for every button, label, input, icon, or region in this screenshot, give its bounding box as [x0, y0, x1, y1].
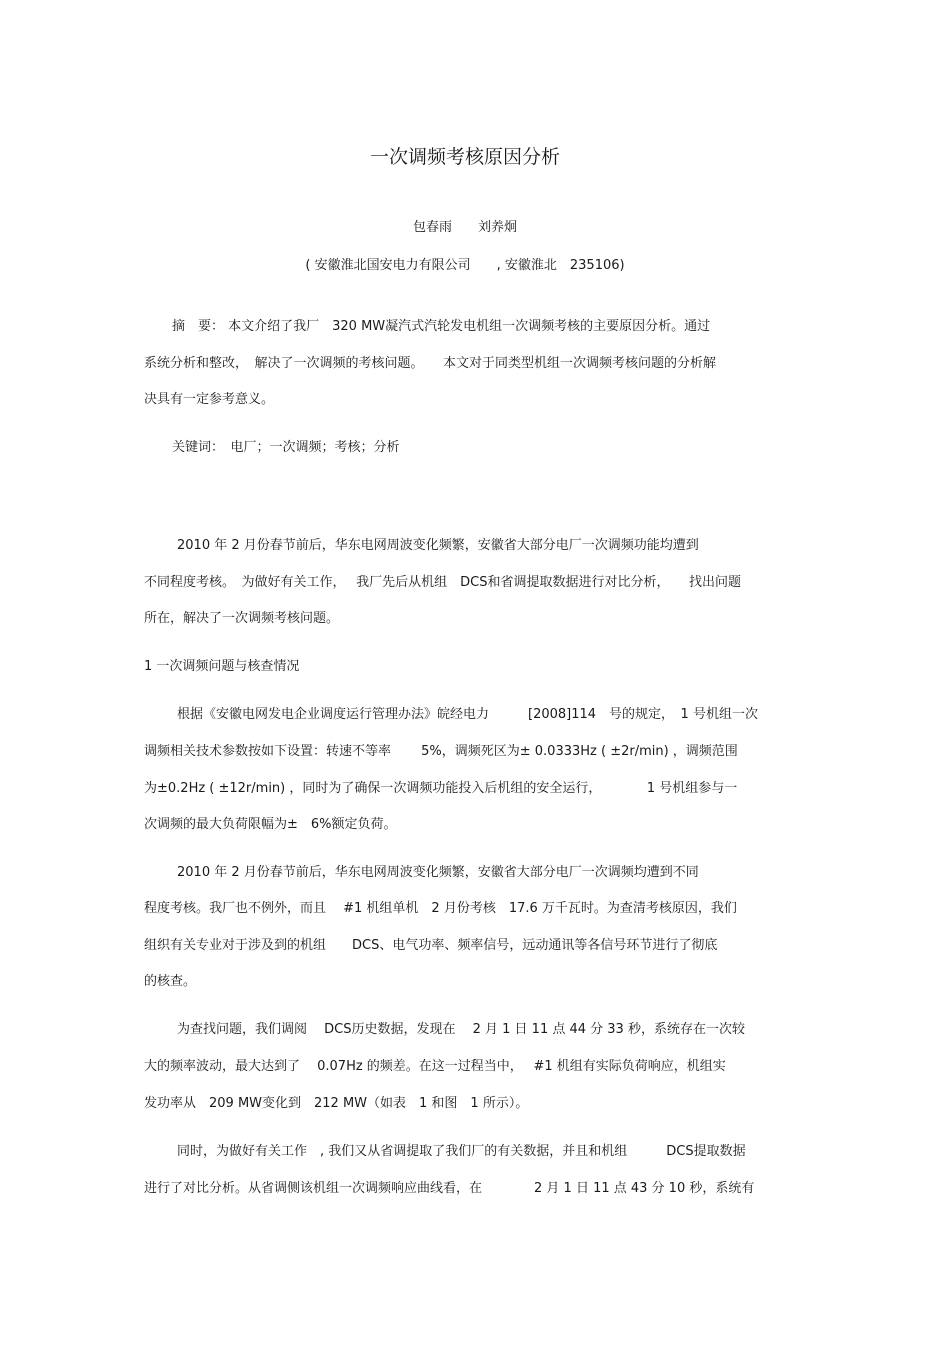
abstract-line-1: 摘 要： 本文介绍了我厂 320 MW凝汽式汽轮发电机组一次调频考核的主要原因分析。通过: [172, 319, 711, 334]
p2-line-3: 为±0.2Hz ( ±12r/min) ，同时为了确保一次调频功能投入后机组的安全运行， 1 号机组参与一: [144, 781, 738, 796]
p1-line-1: 2010 年 2 月份春节前后，华东电网周波变化频繁，安徽省大部分电厂一次调频功能均遭到: [177, 538, 699, 553]
p2-line-1: 根据《安徽电网发电企业调度运行管理办法》皖经电力 [2008]114 号的规定， 1 号机组一次: [177, 707, 758, 722]
abstract-line-2: 系统分析和整改， 解决了一次调频的考核问题。 本文对于同类型机组一次调频考核问题的分析解: [144, 356, 717, 371]
p3-line-1: 2010 年 2 月份春节前后，华东电网周波变化频繁，安徽省大部分电厂一次调频均遭到不同: [177, 865, 699, 880]
p3-line-4: 的核查。: [144, 974, 197, 989]
p3-line-2: 程度考核。我厂也不例外，而且 #1 机组单机 2 月份考核 17.6 万千瓦时。为查清考核原因，我们: [144, 901, 737, 916]
authors: 包春雨 刘养炯: [412, 220, 517, 235]
p1-line-3: 所在，解决了一次调频考核问题。: [144, 611, 340, 626]
p5-line-2: 进行了对比分析。从省调侧该机组一次调频响应曲线看，在 2 月 1 日 11 点 43 分 10 秒，系统有: [144, 1181, 755, 1196]
p2-line-2: 调频相关技术参数按如下设置：转速不等率 5%，调频死区为± 0.0333Hz ( ±2r/min) ，调频范围: [144, 744, 738, 759]
p4-line-2: 大的频率波动，最大达到了 0.07Hz 的频差。在这一过程当中， #1 机组有实际负荷响应，机组实: [144, 1059, 726, 1074]
p1-line-2: 不同程度考核。 为做好有关工作， 我厂先后从机组 DCS和省调提取数据进行对比分析， 找出问题: [144, 575, 741, 590]
keywords: 关键词： 电厂；一次调频；考核；分析: [172, 440, 400, 455]
abstract-line-3: 决具有一定参考意义。: [144, 392, 275, 407]
p4-line-3: 发功率从 209 MW变化到 212 MW（如表 1 和图 1 所示）。: [144, 1096, 529, 1111]
affiliation: ( 安徽淮北国安电力有限公司 , 安徽淮北 235106): [305, 258, 625, 273]
section-heading-1: 1 一次调频问题与核查情况: [144, 659, 300, 674]
p4-line-1: 为查找问题，我们调阅 DCS历史数据，发现在 2 月 1 日 11 点 44 分 33 秒，系统存在一次较: [177, 1022, 745, 1037]
p2-line-4: 次调频的最大负荷限幅为± 6%额定负荷。: [144, 817, 397, 832]
p5-line-1: 同时，为做好有关工作 , 我们又从省调提取了我们厂的有关数据，并且和机组 DCS提取数据: [177, 1144, 746, 1159]
paper-title: 一次调频考核原因分析: [369, 146, 560, 168]
p3-line-3: 组织有关专业对于涉及到的机组 DCS、电气功率、频率信号，远动通讯等各信号环节进行了彻底: [144, 938, 718, 953]
